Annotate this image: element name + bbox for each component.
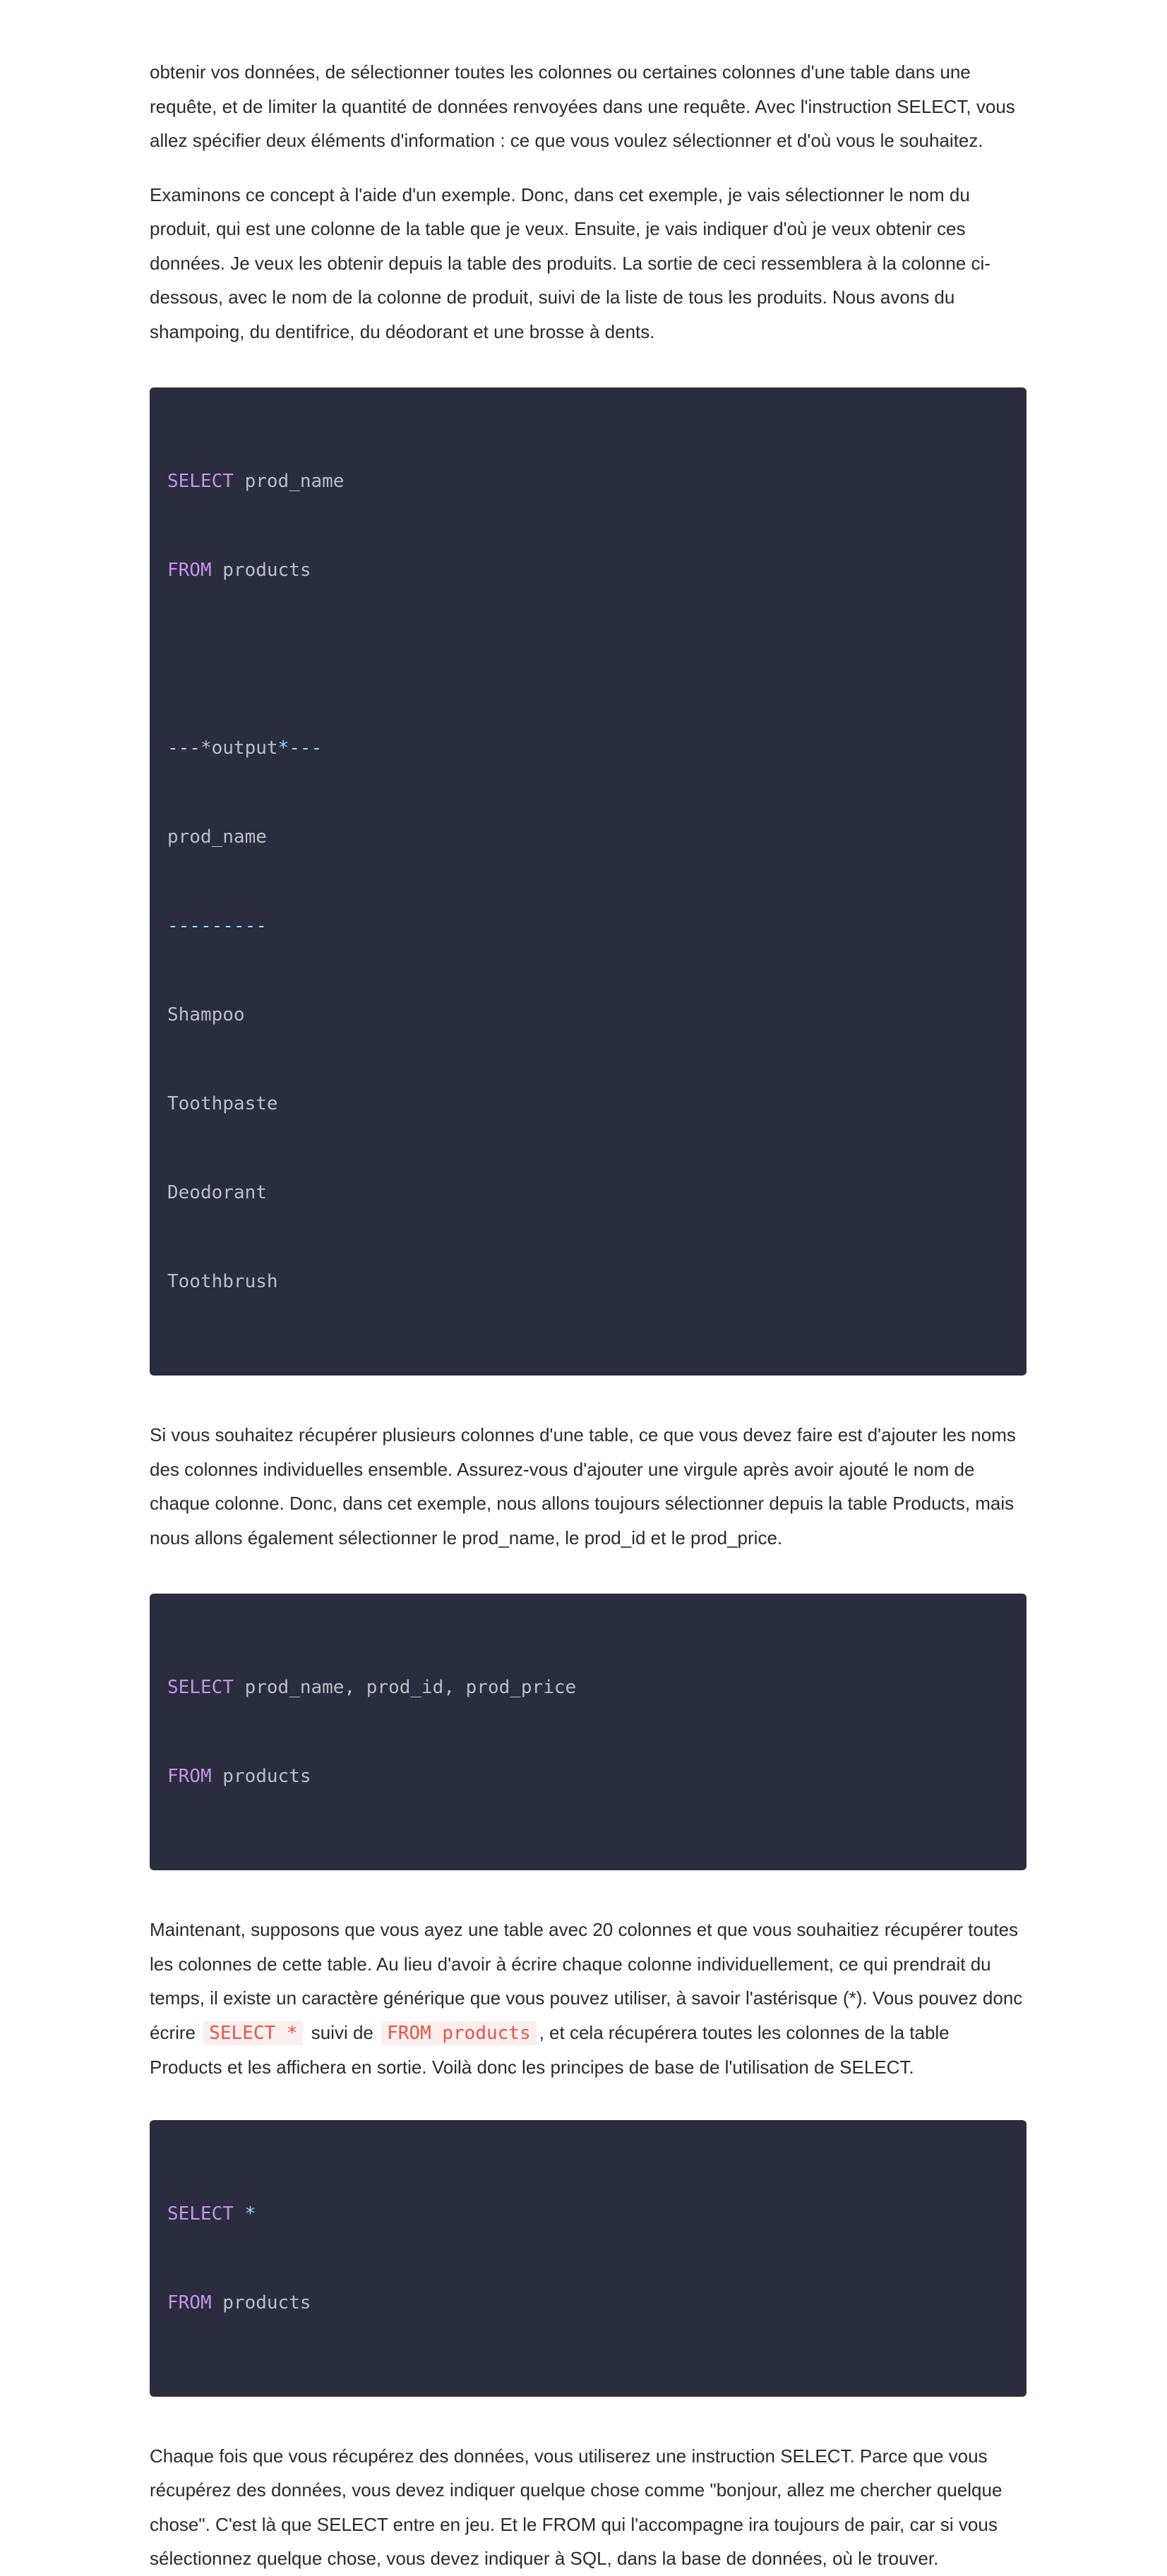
code-line	[167, 2288, 1009, 2318]
code-text: Deodorant	[167, 1182, 267, 1203]
code-block-select-star[interactable]	[150, 2120, 1027, 2397]
code-block-select-prod-name[interactable]	[150, 387, 1027, 1376]
code-block-select-multiple[interactable]	[150, 1594, 1027, 1870]
paragraph-text: suivi de	[311, 2021, 373, 2043]
paragraph-intro: obtenir vos données, de sélectionner toutes les colonnes ou certaines colonnes d'une table dans une requête, et de limiter la quantité de données renvoyées dans une requête. Avec l'instruction SELECT, vous allez spécifier deux éléments d'information : ce que vous voulez sélectionner et d'où vous le souhaitez.	[150, 61, 1015, 151]
code-line	[167, 1762, 1009, 1791]
paragraph-text: , et cela récupérera toutes les colonnes de la table Products et les affichera en sortie. Voilà donc les principes de base de l'utilisation de SELECT.	[150, 2021, 950, 2078]
code-text: Toothpaste	[167, 1093, 278, 1114]
sql-keyword: SELECT	[167, 2203, 234, 2225]
sql-keyword: SELECT	[167, 471, 234, 492]
code-line	[167, 911, 1009, 941]
code-line-blank	[167, 644, 1009, 674]
code-text: prod_name	[167, 826, 267, 848]
code-text: prod_name, prod_id, prod_price	[233, 1677, 577, 1698]
code-text: products	[211, 1766, 311, 1787]
code-star: *	[200, 738, 212, 759]
code-line	[167, 822, 1009, 852]
code-dashes: ---	[167, 738, 201, 759]
code-star: *	[277, 738, 289, 759]
sql-keyword: SELECT	[167, 1677, 234, 1698]
code-text: output	[211, 738, 278, 759]
code-line	[167, 2199, 1009, 2229]
paragraph-text: Maintenant, supposons que vous ayez une table avec 20 colonnes et que vous souhaitiez récupérer toutes les colonnes de cette table. Au lieu d'avoir à écrire chaque colonne individuellement, ce qui prendrait du temps, il existe un caractère générique que vous pouvez utiliser, à savoir l'astérisque (*). Vous pouvez donc écrire	[150, 1919, 1023, 2043]
code-text: Shampoo	[167, 1004, 245, 1025]
paragraph-summary: Chaque fois que vous récupérez des données, vous utiliserez une instruction SELECT. Parce que vous récupérez des données, vous devez indiquer quelque chose comme "bonjour, allez me chercher quelque chose". C'est là que SELECT entre en jeu. Et le FROM qui l'accompagne ira toujours de pair, car si vous sélectionnez quelque chose, vous devez indiquer à SQL, dans la base de données, où le trouver.	[150, 2445, 1003, 2569]
code-line	[167, 1178, 1009, 1208]
code-line	[167, 555, 1009, 585]
code-operator: *	[233, 2203, 256, 2225]
code-dashes: ---	[289, 738, 323, 759]
code-line	[167, 467, 1009, 496]
code-text: Toothbrush	[167, 1271, 278, 1292]
code-separator: ---------	[167, 915, 267, 937]
code-text: products	[211, 2292, 311, 2313]
code-line	[167, 1000, 1009, 1030]
code-line	[167, 1089, 1009, 1119]
code-line-output-comment	[167, 733, 1009, 763]
sql-keyword: FROM	[167, 560, 212, 581]
paragraph-wildcard	[150, 1913, 1027, 2085]
code-text: prod_name	[233, 471, 345, 492]
code-text: products	[211, 560, 311, 581]
paragraph-example: Examinons ce concept à l'aide d'un exemple. Donc, dans cet exemple, je vais sélectionner le nom du produit, qui est une colonne de la table que je veux. Ensuite, je vais indiquer d'où je veux obtenir ces données. Je veux les obtenir depuis la table des produits. La sortie de ceci ressemblera à la colonne ci-dessous, avec le nom de la colonne de produit, suivi de la liste de tous les produits. Nous avons du shampoing, du dentifrice, du déodorant et une brosse à dents.	[150, 183, 991, 342]
inline-code-from-products: FROM products	[381, 2021, 537, 2045]
sql-keyword: FROM	[167, 1766, 212, 1787]
code-line	[167, 1673, 1009, 1702]
sql-keyword: FROM	[167, 2292, 212, 2313]
code-line	[167, 1267, 1009, 1296]
paragraph-multiple-columns: Si vous souhaitez récupérer plusieurs colonnes d'une table, ce que vous devez faire est d'ajouter les noms des colonnes individuelles ensemble. Assurez-vous d'ajouter une virgule après avoir ajouté le nom de chaque colonne. Donc, dans cet exemple, nous allons toujours sélectionner depuis la table Products, mais nous allons également sélectionner le prod_name, le prod_id et le prod_price.	[150, 1424, 1016, 1548]
article-body	[150, 55, 1027, 2576]
inline-code-select-star: SELECT *	[203, 2021, 303, 2045]
